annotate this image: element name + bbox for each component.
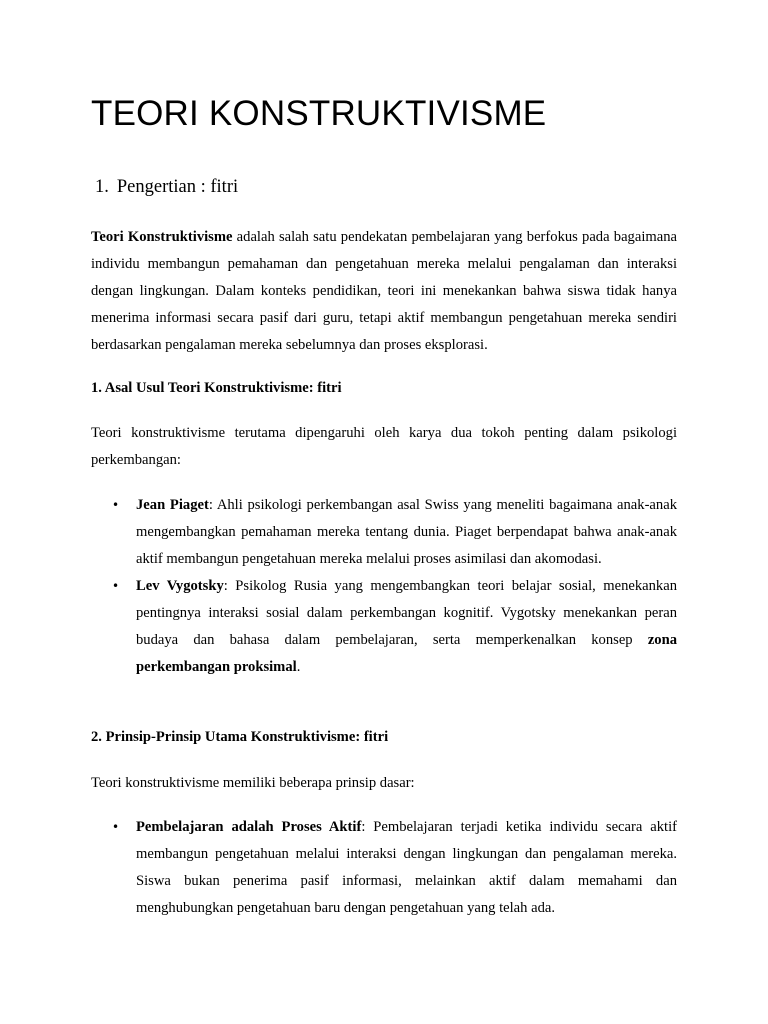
subheading-asal-usul: 1. Asal Usul Teori Konstruktivisme: fitri: [91, 380, 342, 396]
section-number: 1.: [95, 177, 109, 197]
item-tail: .: [296, 659, 301, 675]
item-term: Lev Vygotsky: [136, 578, 224, 594]
list-item: [91, 814, 677, 922]
list-item: [91, 492, 677, 573]
tokoh-list: [91, 492, 677, 681]
bullet-icon: •: [112, 820, 120, 834]
item-text: : Ahli psikologi perkembangan asal Swiss yang meneliti bagaimana anak-anak mengembangkan pemahaman mereka tentang dunia. Piaget berpendapat bahwa anak-anak aktif membangun pengetahuan mereka melalui proses asimilasi dan akomodasi.: [136, 497, 677, 567]
asal-usul-intro: Teori konstruktivisme terutama dipengaruhi oleh karya dua tokoh penting dalam psikologi perkembangan:: [91, 425, 677, 468]
item-term-emphasis: zona perkembangan proksimal: [136, 632, 677, 675]
document-title: TEORI KONSTRUKTIVISME: [91, 94, 547, 133]
intro-bold-term: Teori Konstruktivisme: [91, 229, 233, 245]
section-heading-pengertian: [95, 175, 238, 199]
bullet-icon: •: [112, 498, 120, 512]
item-term: Pembelajaran adalah Proses Aktif: [136, 819, 362, 835]
section-heading-text: Pengertian : fitri: [116, 177, 239, 197]
intro-text: adalah salah satu pendekatan pembelajaran yang berfokus pada bagaimana individu membangun pemahaman dan pengetahuan mereka melalui pengalaman dan interaksi dengan lingkungan. Dalam konteks pendidikan, teori ini menekankan bahwa siswa tidak hanya menerima informasi secara pasif dari guru, tetapi aktif membangun pengetahuan mereka sendiri berdasarkan pengalaman mereka sebelumnya dan proses eksplorasi.: [91, 229, 677, 353]
item-term: Jean Piaget: [136, 497, 209, 513]
prinsip-intro: Teori konstruktivisme memiliki beberapa prinsip dasar:: [91, 775, 415, 791]
list-item: [91, 573, 677, 681]
item-text: : Psikolog Rusia yang mengembangkan teori belajar sosial, menekankan pentingnya interaksi sosial dalam perkembangan kognitif. Vygotsky menekankan peran budaya dan bahasa dalam pembelajaran, serta memperkenalkan konsep: [136, 578, 678, 648]
prinsip-list: [91, 814, 677, 922]
subheading-prinsip: 2. Prinsip-Prinsip Utama Konstruktivisme: fitri: [91, 729, 389, 745]
bullet-icon: •: [112, 579, 120, 593]
intro-paragraph: [91, 224, 677, 359]
item-text: : Pembelajaran terjadi ketika individu secara aktif membangun pengetahuan melalui interaksi dengan lingkungan dan pengalaman mereka. Siswa bukan penerima pasif informasi, melainkan aktif dalam memahami dan menghubungkan pengetahuan baru dengan pengetahuan yang telah ada.: [136, 819, 677, 916]
